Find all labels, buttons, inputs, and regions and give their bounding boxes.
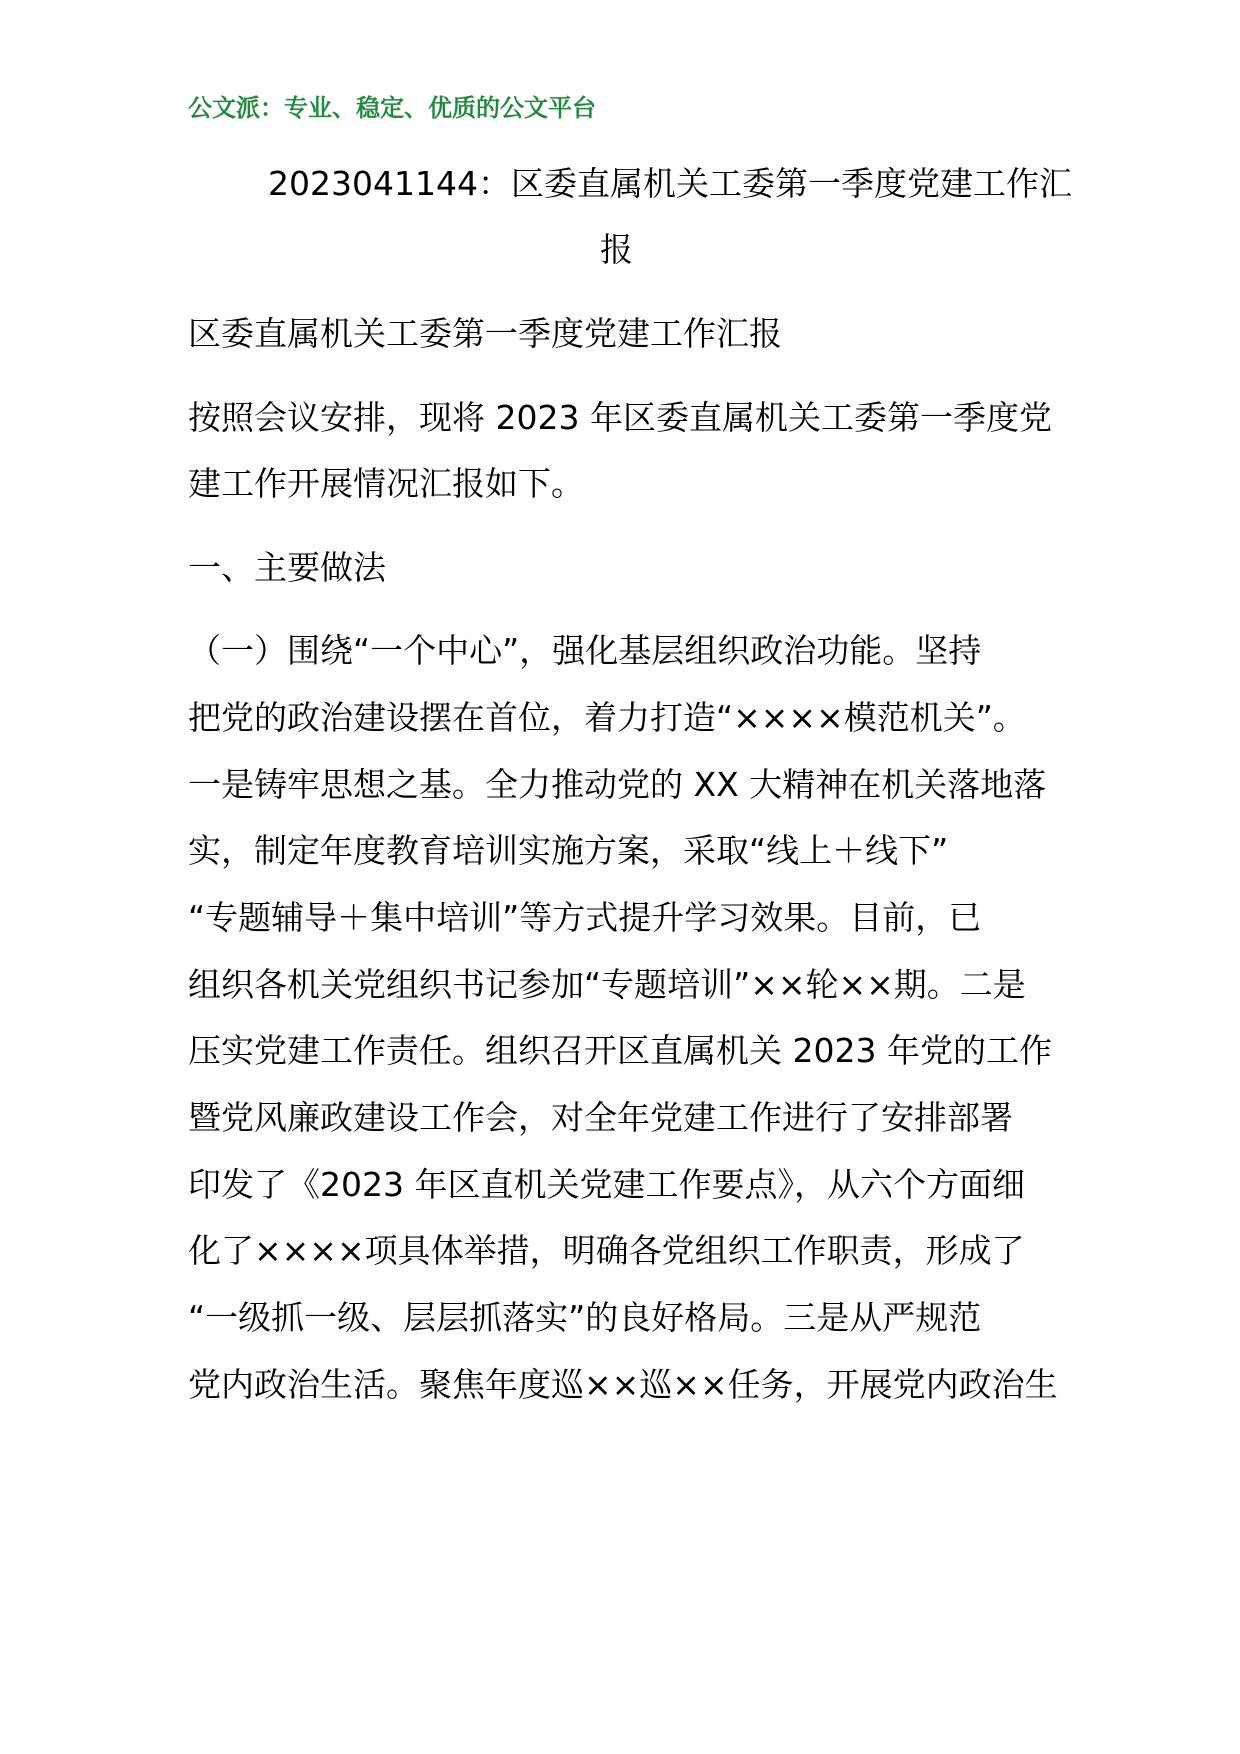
- document-title-line-2: 报: [600, 230, 633, 269]
- body-line-6: 组织各机关党组织书记参加“专题培训”××轮××期。二是: [188, 965, 1026, 1004]
- watermark-header: 公文派：专业、稳定、优质的公文平台: [188, 94, 596, 122]
- body-line-2: 把党的政治建设摆在首位，着力打造“××××模范机关”。: [188, 698, 1026, 737]
- body-line-8: 暨党风廉政建设工作会，对全年党建工作进行了安排部署: [188, 1098, 1013, 1137]
- body-line-12: 党内政治生活。聚焦年度巡××巡××任务，开展党内政治生: [188, 1365, 1058, 1404]
- document-title-line-1: 2023041144：区委直属机关工委第一季度党建工作汇: [268, 164, 1072, 203]
- body-line-1: （一）围绕“一个中心”，强化基层组织政治功能。坚持: [188, 631, 982, 670]
- body-line-11: “一级抓一级、层层抓落实”的良好格局。三是从严规范: [188, 1298, 982, 1337]
- document-subtitle: 区委直属机关工委第一季度党建工作汇报: [188, 314, 782, 353]
- body-line-5: “专题辅导＋集中培训”等方式提升学习效果。目前，已: [188, 898, 982, 937]
- body-line-3: 一是铸牢思想之基。全力推动党的 XX 大精神在机关落地落: [188, 765, 1047, 804]
- body-line-10: 化了××××项具体举措，明确各党组织工作职责，形成了: [188, 1231, 1025, 1270]
- section-heading: 一、主要做法: [188, 548, 386, 587]
- intro-line-2: 建工作开展情况汇报如下。: [188, 464, 584, 503]
- body-line-9: 印发了《2023 年区直机关党建工作要点》，从六个方面细: [188, 1165, 1025, 1204]
- body-line-4: 实，制定年度教育培训实施方案，采取“线上＋线下”: [188, 831, 949, 870]
- body-line-7: 压实党建工作责任。组织召开区直属机关 2023 年党的工作: [188, 1031, 1052, 1070]
- intro-line-1: 按照会议安排，现将 2023 年区委直属机关工委第一季度党: [188, 398, 1052, 437]
